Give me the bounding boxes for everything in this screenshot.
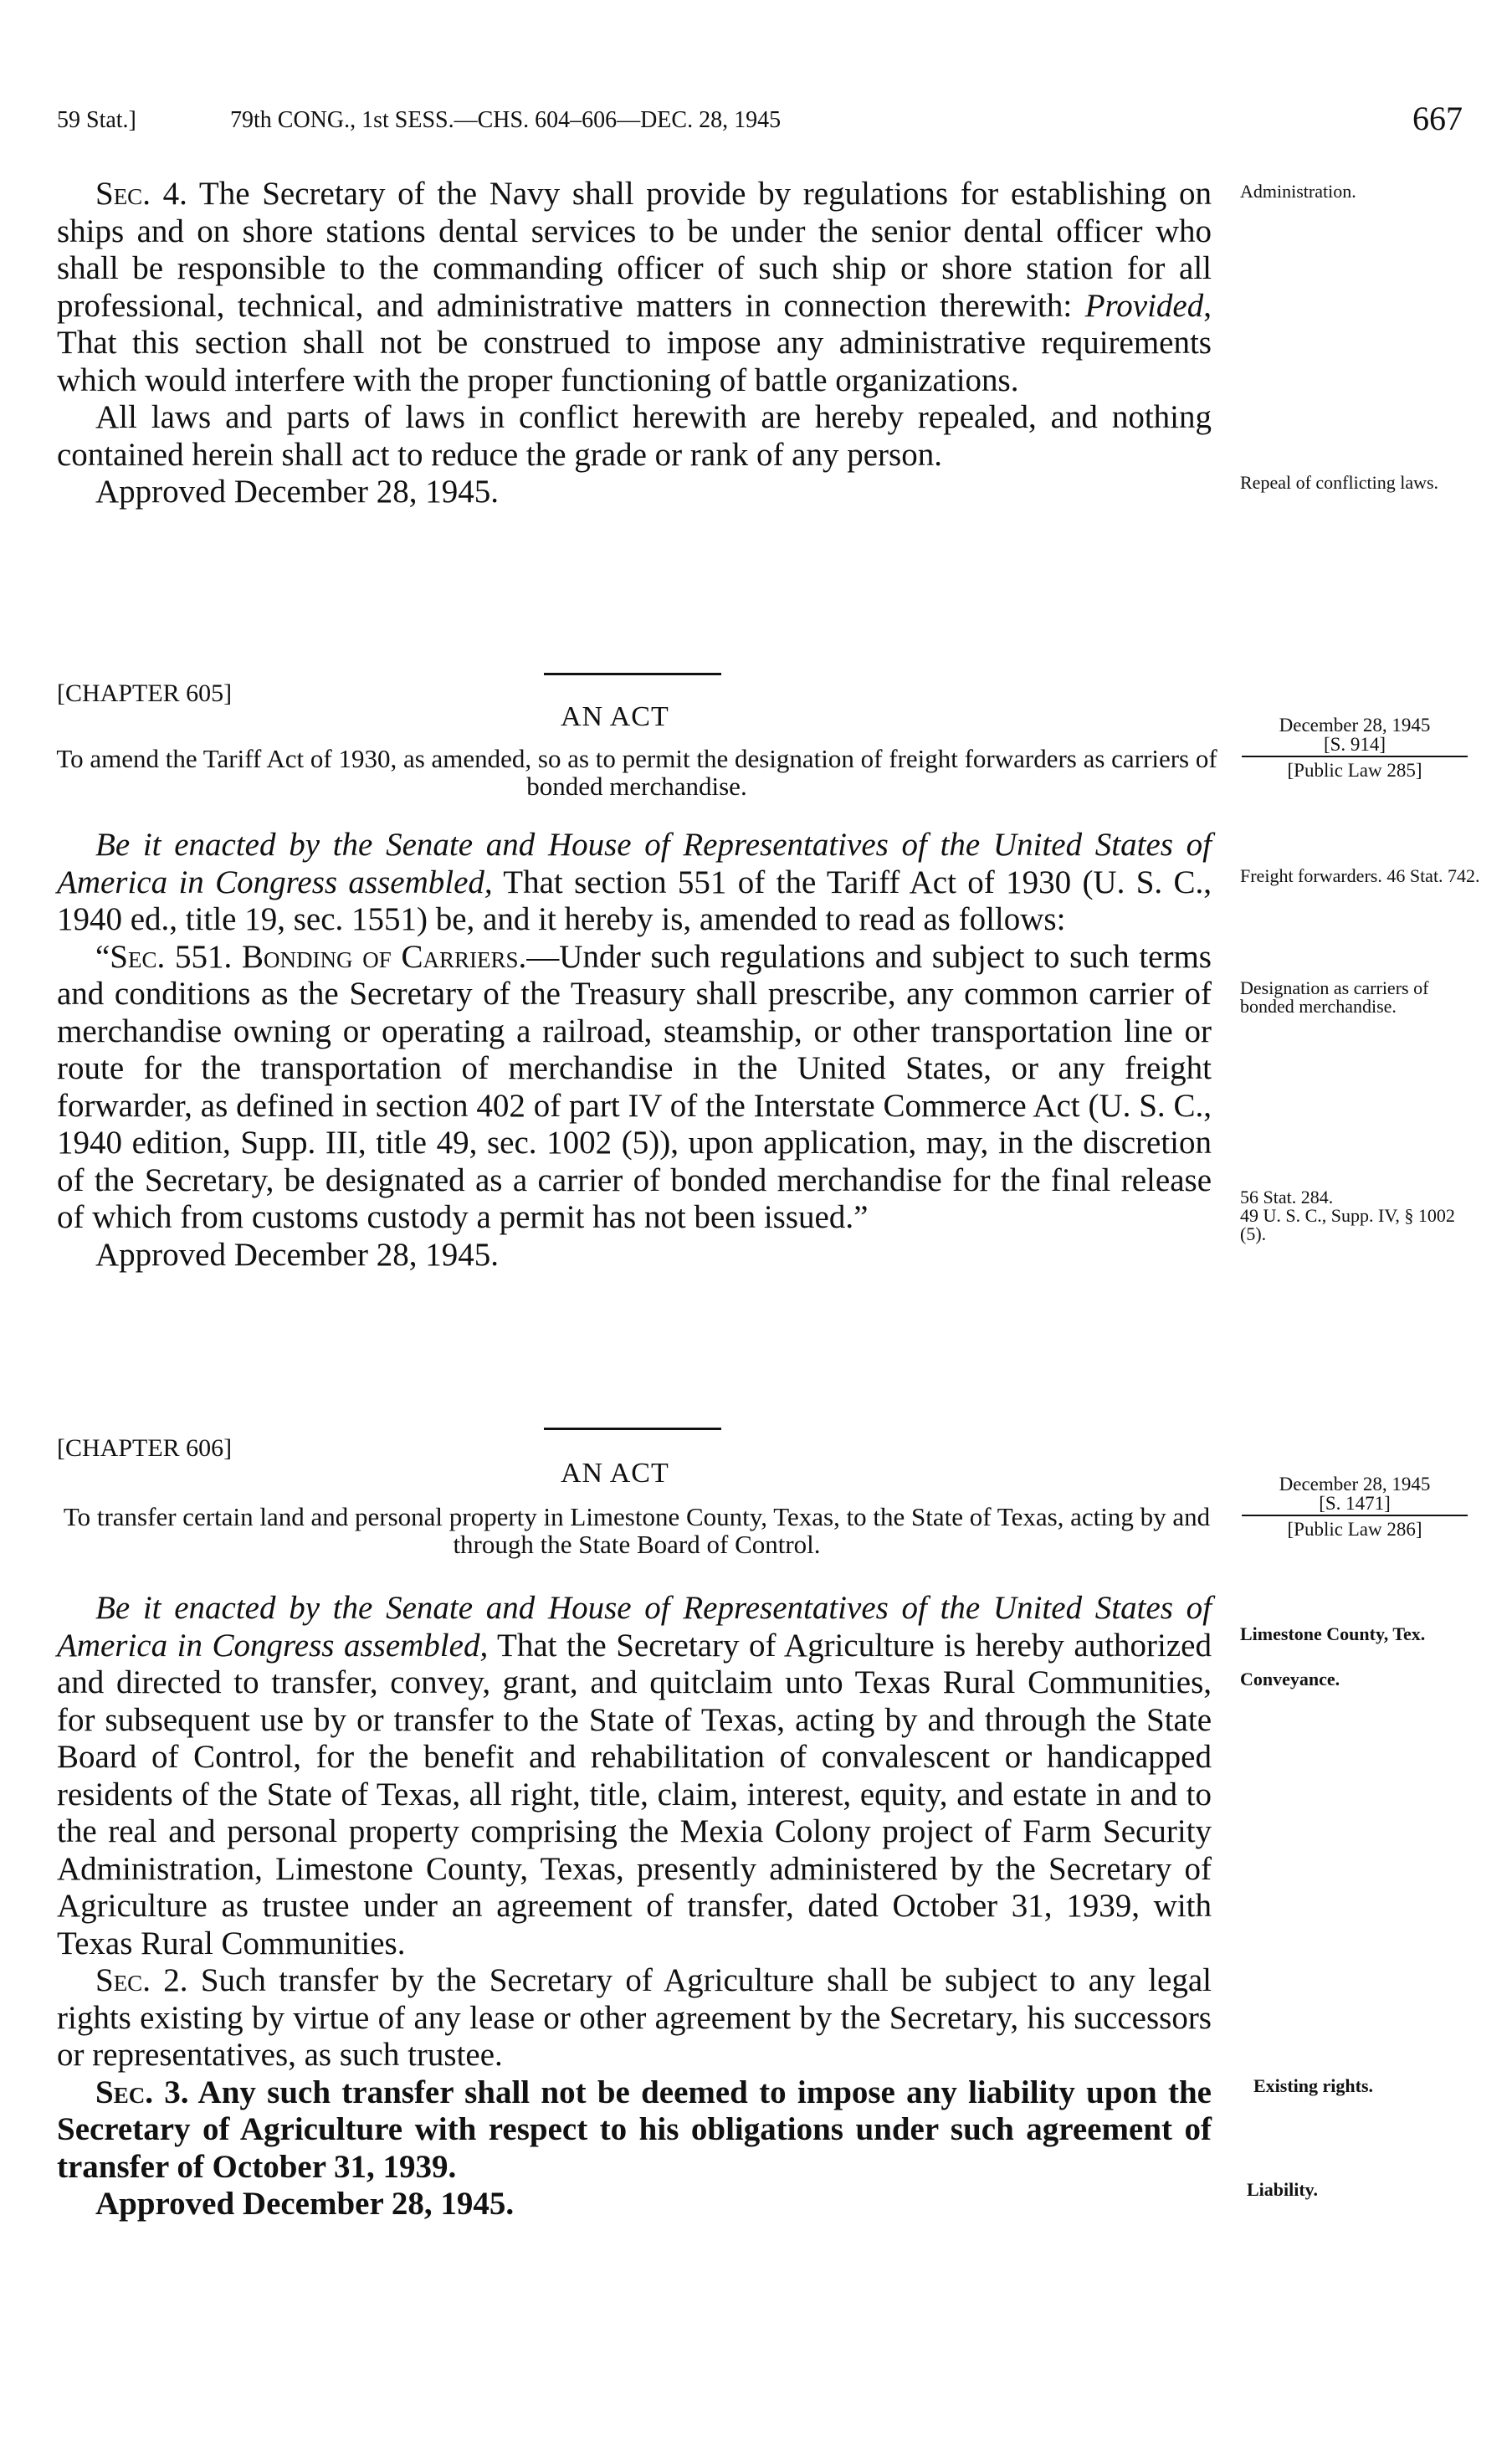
section-551-label: “Sec. 551. Bonding of Carriers. xyxy=(95,938,527,975)
chapter-606-body xyxy=(57,1590,1212,2223)
act-heading-606: AN ACT xyxy=(561,1458,669,1489)
section-551-text: —Under such regulations and subject to such terms and conditions as the Secretary of the Treasury shall prescribe, any common carrier of merchandise owning or operating a railroad, steamship, or other transportation line or route for the transportation of merchandise in the United States, or any freight forwarder, as defined in section 402 of part IV of the Interstate Commerce Act (U. S. C., 1940 edition, Supp. III, title 49, sec. 1002 (5)), upon application, may, in the discretion of the Secretary, be designated as a carrier of bonded merchandise for the final release of which from customs custody a permit has not been issued.” xyxy=(57,938,1212,1235)
margin-liability: Liability. xyxy=(1247,2179,1318,2200)
section-551-paragraph xyxy=(57,939,1212,1237)
divider-rule-606 xyxy=(544,1428,721,1430)
enacting-clause-606: Be it enacted by the Senate and House of Representatives of the United States of America in Congress assembled, xyxy=(57,1590,1212,1664)
chapter-605-body xyxy=(57,827,1212,1274)
approved-605: Approved December 28, 1945. xyxy=(95,1236,499,1273)
chapter-605-label: [CHAPTER 605] xyxy=(57,679,233,707)
section-4-label: Sec. 4. xyxy=(95,176,187,212)
section-4-text-cont: , That this section shall not be construed to impose any administrative requirements which would interfere with the proper functioning of battle organizations. xyxy=(57,287,1212,398)
provided-word: Provided xyxy=(1084,287,1204,324)
date-606: December 28, 1945 xyxy=(1279,1474,1431,1495)
bill-606: [S. 1471] xyxy=(1319,1493,1391,1514)
header-volume: 59 Stat.] xyxy=(57,107,136,133)
margin-existing-rights: Existing rights. xyxy=(1253,2075,1374,2096)
bill-605: [S. 914] xyxy=(1323,734,1386,755)
date-box-605 xyxy=(1242,715,1468,780)
public-law-285: [Public Law 285] xyxy=(1242,756,1468,780)
margin-repeal: Repeal of conflicting laws. xyxy=(1240,472,1439,493)
margin-designation: Designation as carriers of bonded merchandise. xyxy=(1240,977,1429,1017)
enacting-clause-605: Be it enacted by the Senate and House of Representatives of the United States of America in Congress assembled, xyxy=(57,827,1212,900)
section-2-label: Sec. 2. xyxy=(95,1962,188,1998)
enacting-rest-605: That section 551 of the Tariff Act of 1930 (U. S. C., 1940 ed., title 19, sec. 1551) be, and it hereby is, amended to read as follows: xyxy=(57,864,1212,937)
repeal-paragraph: All laws and parts of laws in conflict herewith are hereby repealed, and nothing contained herein shall act to reduce the grade or rank of any person. xyxy=(57,399,1212,473)
enacting-605 xyxy=(57,827,1212,939)
act-heading-605: AN ACT xyxy=(561,701,669,732)
section-3-paragraph xyxy=(57,2074,1212,2187)
act-title-606: To transfer certain land and personal property in Limestone County, Texas, to the State of Texas, acting by and through the State Board of Control. xyxy=(63,1502,1211,1559)
date-box-606 xyxy=(1242,1474,1468,1539)
margin-freight-forwarders: Freight forwarders. 46 Stat. 742. xyxy=(1240,865,1480,886)
margin-usc-49: 49 U. S. C., Supp. IV, § 1002 (5). xyxy=(1240,1205,1455,1244)
page-number: 667 xyxy=(1412,100,1463,137)
approved-606: Approved December 28, 1945. xyxy=(95,2186,515,2222)
chapter-604-body xyxy=(57,176,1212,511)
section-3-label: Sec. 3. xyxy=(95,2074,189,2110)
act-title-605: To amend the Tariff Act of 1930, as amended, so as to permit the designation of freight forwarders as carriers of bonded merchandise. xyxy=(56,744,1217,801)
section-2-text: Such transfer by the Secretary of Agriculture shall be subject to any legal rights existing by virtue of any lease or other agreement by the Secretary, his successors or representatives, as such trustee. xyxy=(57,1962,1212,2073)
section-2-paragraph xyxy=(57,1962,1212,2074)
margin-conveyance: Conveyance. xyxy=(1240,1669,1340,1689)
header-session: 79th CONG., 1st SESS.—CHS. 604–606—DEC. 28, 1945 xyxy=(230,107,782,133)
section-4-paragraph xyxy=(57,176,1212,399)
section-3-text: Any such transfer shall not be deemed to impose any liability upon the Secretary of Agriculture with respect to his obligations under such agreement of transfer of October 31, 1939. xyxy=(57,2074,1212,2185)
divider-rule-605 xyxy=(544,673,721,675)
enacting-606 xyxy=(57,1590,1212,1962)
section-4-text: The Secretary of the Navy shall provide by regulations for establishing on ships and on shore stations dental services to be under the senior dental officer who shall be responsible to the commanding officer of such ship or shore station for all professional, technical, and administrative matters in connection therewith: xyxy=(57,176,1212,324)
margin-stat-56: 56 Stat. 284. xyxy=(1240,1187,1334,1207)
margin-limestone-county: Limestone County, Tex. xyxy=(1240,1623,1426,1644)
public-law-286: [Public Law 286] xyxy=(1242,1515,1468,1539)
margin-administration: Administration. xyxy=(1240,181,1356,202)
chapter-606-label: [CHAPTER 606] xyxy=(57,1434,233,1462)
date-605: December 28, 1945 xyxy=(1279,715,1431,736)
approved-604: Approved December 28, 1945. xyxy=(95,474,499,510)
enacting-rest-606: That the Secretary of Agriculture is hereby authorized and directed to transfer, convey, grant, and quitclaim unto Texas Rural Communities, for subsequent use by or transfer to the State of Texas, acting by and through the State Board of Control, for the benefit and rehabilitation of convalescent or handicapped residents of the State of Texas, all right, title, claim, interest, equity, and estate in and to the real and personal property comprising the Mexia Colony project of Farm Security Administration, Limestone County, Texas, presently administered by the Secretary of Agriculture as trustee under an agreement of transfer, dated October 31, 1939, with Texas Rural Communities. xyxy=(57,1627,1212,1961)
